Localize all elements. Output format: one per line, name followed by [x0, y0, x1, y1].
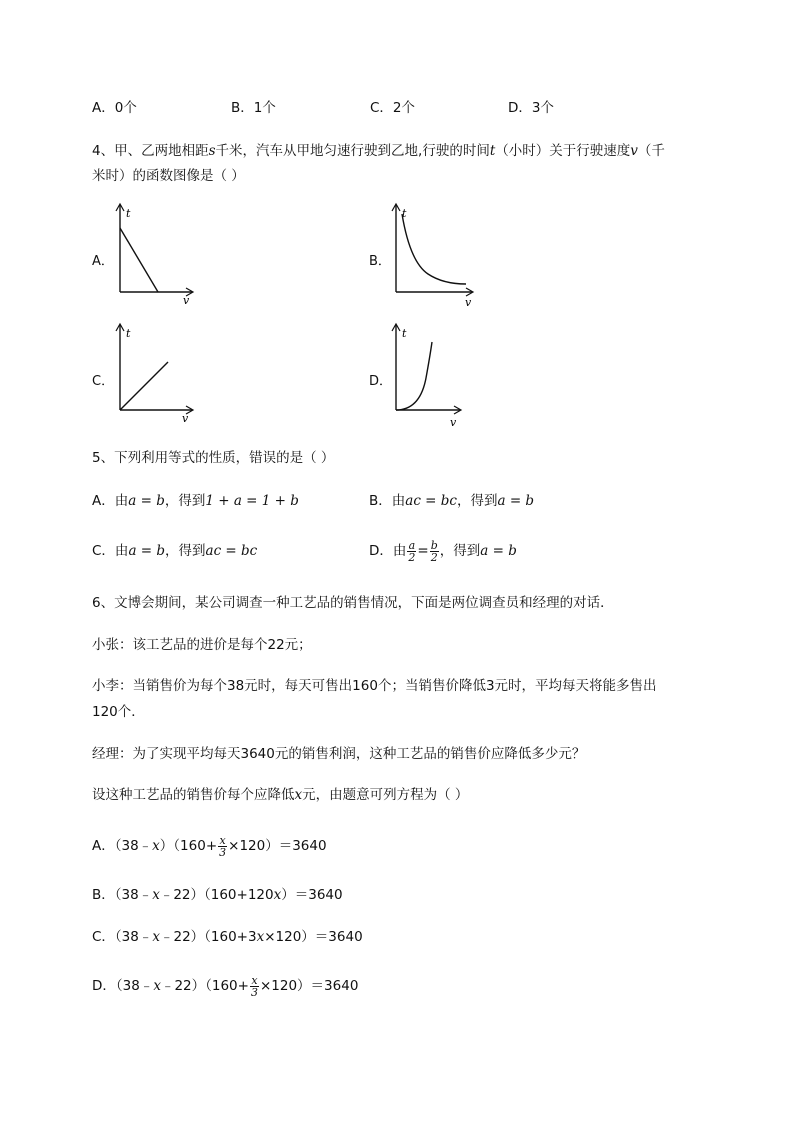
fraction-x-over-3: $\frac{x}{3}$: [219, 833, 227, 859]
q6-stem: 6、文博会期间，某公司调查一种工艺品的销售情况，下面是两位调查员和经理的对话．: [92, 595, 614, 611]
q5-stem: 5、下列利用等式的性质，错误的是（ ）: [92, 450, 335, 466]
q4-graph-a: [112, 200, 202, 305]
q6-option-b: B．（38﹣x﹣22）（160+120x）＝3640: [92, 887, 343, 903]
axis-v-label: v: [183, 294, 190, 305]
q6-zhang: 小张：该工艺品的进价是每个22元；: [92, 637, 312, 653]
q3-option-c: C．2个: [370, 100, 416, 116]
q6-li-line1: 小李：当销售价为每个38元时，每天可售出160个；当销售价降低3元时，平均每天将能多售出: [92, 678, 657, 694]
graph-line: [120, 228, 158, 292]
q4-graph-b: [388, 200, 483, 310]
q3-option-d: D．3个: [508, 100, 554, 116]
q5-option-a: A．由a = b，得到1 + a = 1 + b: [92, 493, 299, 509]
fraction-a-over-2: $\frac{a}{2}$: [408, 538, 416, 564]
q6-setup: 设这种工艺品的销售价每个应降低x元，由题意可列方程为（ ）: [92, 787, 469, 803]
q4-graph-c: [112, 320, 202, 425]
q4-label-d: D．: [369, 374, 393, 389]
hyperbola-curve: [402, 214, 466, 284]
axis-v-label: v: [450, 416, 457, 429]
q4-graph-d: [388, 320, 483, 430]
q4-label-c: C．: [92, 374, 115, 389]
axis-v-label: v: [465, 296, 472, 309]
fraction-b-over-2: $\frac{b}{2}$: [430, 538, 438, 564]
fraction-x-over-3: $\frac{x}{3}$: [250, 973, 258, 999]
q6-option-c: C．（38﹣x﹣22）（160+3x×120）＝3640: [92, 929, 363, 945]
axis-v-label: v: [182, 412, 189, 425]
q5-option-c: C．由a = b，得到ac = bc: [92, 543, 258, 559]
q3-option-b: B．1个: [231, 100, 276, 116]
q6-manager: 经理：为了实现平均每天3640元的销售利润，这种工艺品的销售价应降低多少元？: [92, 746, 586, 762]
q5-option-d: D．由 $\frac{a}{2}$ = $\frac{b}{2}$ ，得到a = b: [369, 538, 517, 564]
q3-option-a: A．0个: [92, 100, 137, 116]
q6-li-line2: 120个．: [92, 704, 145, 720]
growth-curve: [396, 342, 432, 410]
q5-option-b: B．由ac = bc，得到a = b: [369, 493, 535, 509]
q4-stem-line1: 4、甲、乙两地相距s千米，汽车从甲地匀速行驶到乙地,行驶的时间t（小时）关于行驶速度v（千: [92, 143, 665, 159]
axis-t-label: t: [126, 207, 131, 220]
q4-stem-line2: 米时）的函数图像是（ ）: [92, 168, 245, 184]
graph-line: [120, 362, 168, 410]
q6-option-a: A．（38﹣x）（160+ $\frac{x}{3}$ ×120）＝3640: [92, 833, 327, 859]
axis-t-label: t: [126, 327, 131, 340]
q4-label-a: A．: [92, 254, 114, 269]
q4-label-b: B．: [369, 254, 391, 269]
q6-option-d: D．（38﹣x﹣22）（160+ $\frac{x}{3}$ ×120）＝3640: [92, 973, 359, 999]
axis-t-label: t: [402, 207, 407, 220]
axis-t-label: t: [402, 327, 407, 340]
